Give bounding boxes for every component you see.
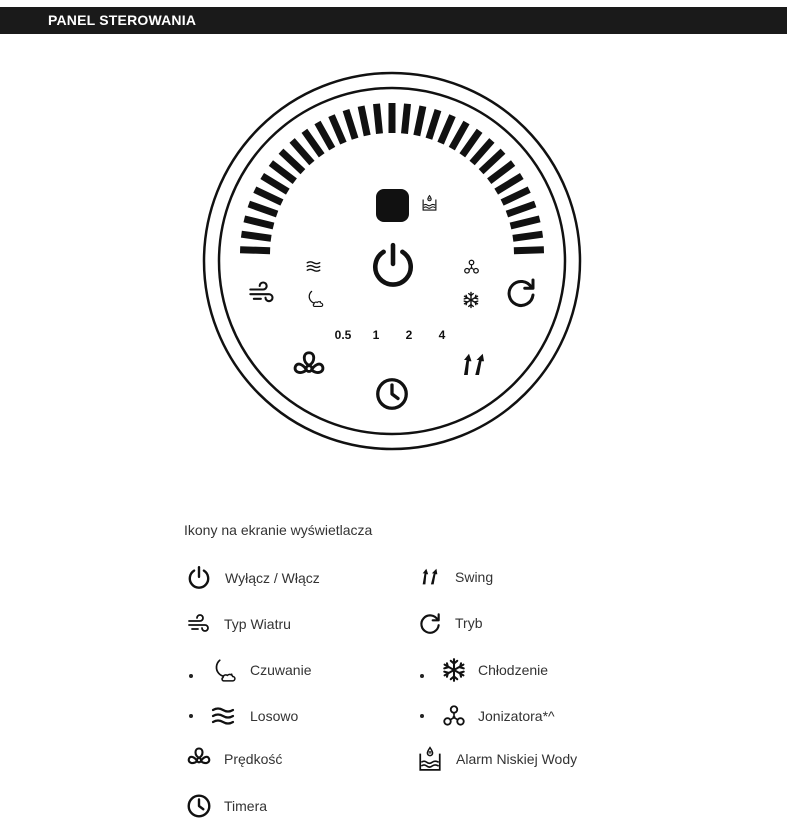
level-bar	[489, 163, 513, 181]
timer-icon	[185, 792, 213, 820]
level-bar	[502, 190, 529, 203]
low-water-alarm-icon	[423, 196, 436, 211]
legend-label: Typ Wiatru	[224, 616, 291, 632]
level-bar	[514, 250, 544, 251]
level-bar	[271, 163, 295, 181]
level-bar	[405, 104, 408, 134]
legend-item-wind-type	[185, 610, 291, 638]
level-bar	[332, 116, 344, 144]
timer-icon[interactable]	[378, 380, 407, 409]
swing-icon	[416, 563, 444, 591]
timer-option: 2	[405, 328, 413, 342]
random-icon	[307, 262, 320, 271]
bullet-dot	[420, 674, 424, 678]
legend-item-cooling	[440, 656, 548, 684]
level-bar	[507, 204, 535, 214]
wind-type-icon	[185, 610, 213, 638]
random-icon	[209, 702, 237, 730]
level-bar	[318, 123, 333, 149]
level-bar	[241, 234, 271, 238]
level-bar	[361, 106, 367, 135]
wind-type-icon[interactable]	[250, 283, 272, 302]
level-bar	[441, 116, 453, 144]
timer-option: 0.5	[334, 328, 352, 342]
timer-option: 4	[438, 328, 446, 342]
legend-item-swing	[416, 563, 493, 591]
legend-item-random	[209, 702, 298, 730]
sleep-icon	[309, 291, 322, 306]
legend-item-fan-speed	[185, 745, 282, 773]
level-bar	[244, 219, 273, 226]
bullet-dot	[189, 674, 193, 678]
level-bar	[255, 190, 282, 203]
legend-item-low-water-alarm	[416, 745, 577, 773]
legend-label: Wyłącz / Włącz	[225, 570, 320, 586]
level-bar	[417, 106, 423, 135]
legend-label: Losowo	[250, 708, 299, 724]
mode-icon	[416, 609, 444, 637]
display-indicator	[376, 189, 409, 222]
legend-label: Prędkość	[224, 751, 283, 767]
legend-item-timer	[185, 792, 267, 820]
timer-option: 1	[372, 328, 380, 342]
legend-label: Tryb	[455, 615, 483, 631]
page-title: PANEL STEROWANIA	[48, 12, 197, 28]
legend-item-ionizer	[440, 702, 555, 730]
fan-speed-icon	[185, 745, 213, 773]
legend-title: Ikony na ekranie wyświetlacza	[184, 522, 373, 538]
ionizer-icon	[440, 702, 468, 730]
legend-item-mode	[416, 609, 482, 637]
sleep-icon	[209, 656, 237, 684]
level-bar	[513, 234, 543, 238]
legend-label: Jonizatora*^	[478, 708, 555, 724]
legend-label: Chłodzenie	[478, 662, 549, 678]
level-bar	[240, 250, 270, 251]
cooling-icon	[440, 656, 468, 684]
level-bar	[511, 219, 540, 226]
swing-icon[interactable]	[464, 354, 484, 375]
mode-icon[interactable]	[509, 280, 533, 305]
ionizer-icon	[465, 260, 479, 273]
fan-speed-icon[interactable]	[295, 353, 323, 373]
low-water-alarm-icon	[416, 745, 444, 773]
bullet-dot	[420, 714, 424, 718]
legend-item-power	[185, 564, 320, 592]
level-bar	[249, 204, 277, 214]
power-icon[interactable]	[375, 245, 410, 284]
cooling-icon	[464, 293, 478, 308]
legend-item-sleep	[209, 656, 311, 684]
legend-label: Timera	[224, 798, 268, 814]
legend-label: Alarm Niskiej Wody	[456, 751, 578, 767]
level-bar	[262, 176, 288, 192]
level-bar	[452, 123, 467, 149]
level-bar	[346, 110, 355, 139]
level-bar	[304, 131, 321, 156]
level-bar	[377, 104, 380, 134]
legend-label: Czuwanie	[250, 662, 312, 678]
power-icon	[185, 564, 213, 592]
level-bar	[429, 110, 438, 139]
bullet-dot	[189, 714, 193, 718]
legend-label: Swing	[455, 569, 494, 585]
level-bar	[462, 131, 479, 156]
level-bar	[496, 176, 522, 192]
